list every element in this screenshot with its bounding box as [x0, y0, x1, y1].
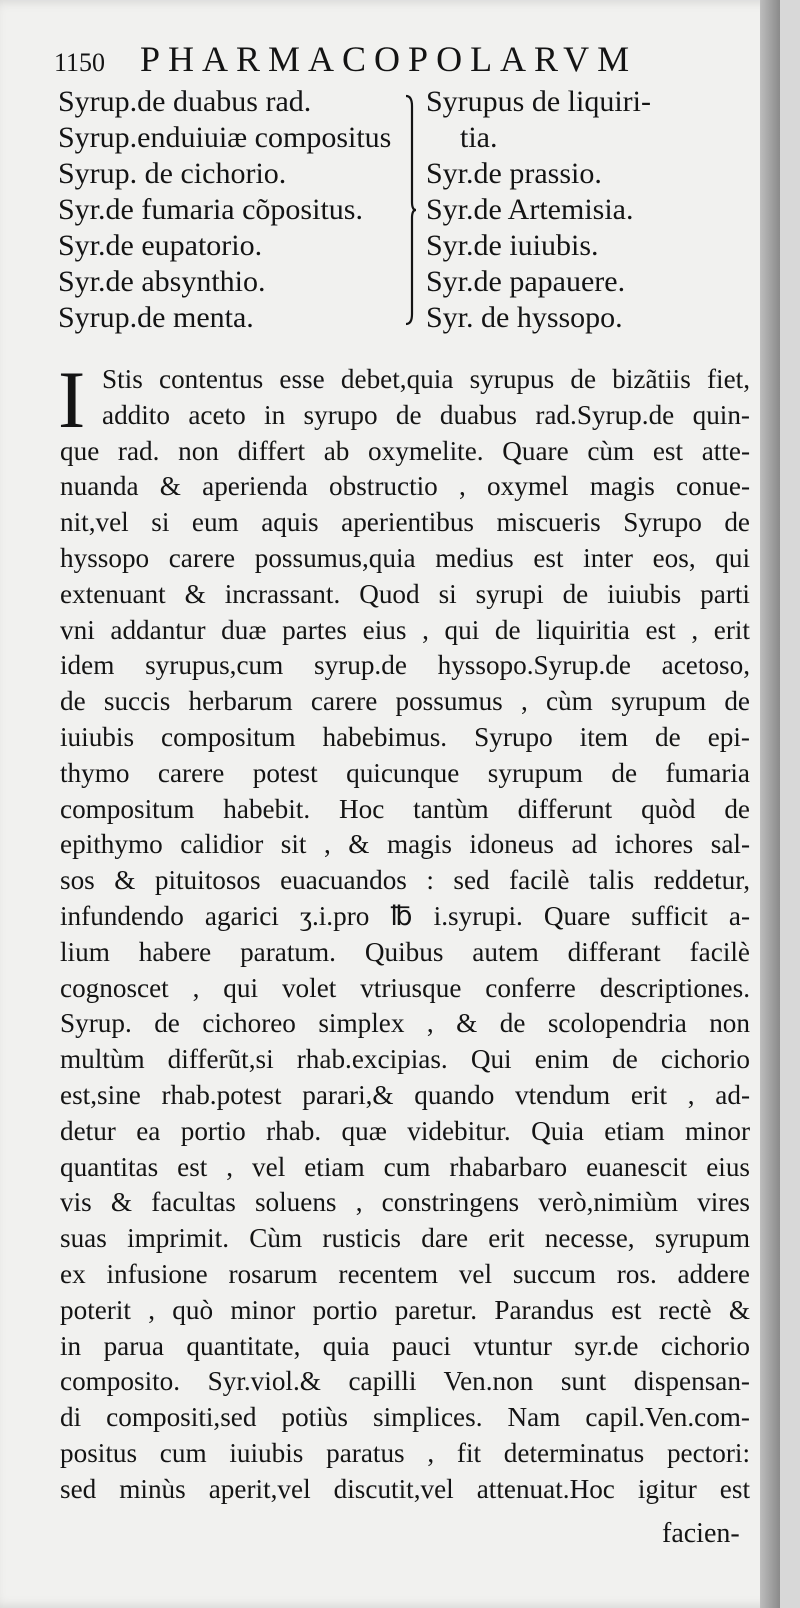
list-item: Syrup. de cichorio. [58, 157, 287, 190]
brace-divider [404, 92, 418, 328]
text-line: ex infusione rosarum recentem vel succum ros. addere [60, 1258, 750, 1289]
list-item: Syr.de papauere. [426, 265, 626, 298]
drop-initial: I [58, 354, 86, 445]
text-line: extenuant & incrassant. Quod si syrupi de iuiubis parti [60, 578, 750, 609]
syrup-list-left [58, 84, 391, 336]
page-header [54, 38, 754, 80]
text-line: composito. Syr.viol.& capilli Ven.non sunt dispensan- [60, 1366, 750, 1397]
text-line: multùm differũt,si rhab.excipias. Qui enim de cichorio [60, 1044, 750, 1075]
text-line: nit,vel si eum aquis aperientibus miscueris Syrupo de [60, 507, 750, 538]
page-number: 1150 [54, 48, 106, 77]
list-item: Syrupus de liquiri- [426, 85, 651, 118]
text-line: quantitas est , vel etiam cum rhabarbaro euanescit eius [60, 1151, 750, 1182]
text-line: cognoscet , qui volet vtriusque conferre descriptiones. [60, 972, 750, 1003]
text-line: in parua quantitate, quia pauci vtuntur syr.de cichorio [60, 1330, 750, 1361]
text-line: compositum habebit. Hoc tantùm differunt quòd de [60, 793, 750, 824]
list-item: Syr.de Artemisia. [426, 193, 634, 226]
text-line: vni addantur duæ partes eius , qui de liquiritia est , erit [60, 614, 750, 645]
text-line: suas imprimit. Cùm rusticis dare erit necesse, syrupum [60, 1223, 750, 1254]
text-line: positus cum iuiubis paratus , fit determinatus pectori: [60, 1437, 750, 1468]
list-item: Syrup.de menta. [58, 301, 254, 334]
text-line: Stis contentus esse debet,quia syrupus de bizãtiis fiet, [102, 364, 750, 394]
text-line: Syrup. de cichoreo simplex , & de scolopendria non [60, 1008, 750, 1039]
list-item: Syrup.enduiuiæ compositus [58, 121, 392, 154]
text-line: lium habere paratum. Quibus autem differant facilè [60, 936, 750, 967]
list-item: Syr.de iuiubis. [426, 229, 599, 262]
list-item: Syrup.de duabus rad. [58, 85, 312, 118]
text-line: sed minùs aperit,vel discutit,vel attenuat.Hoc igitur est [60, 1473, 750, 1504]
list-item: Syr.de prassio. [426, 157, 602, 190]
text-line: vis & facultas soluens , constringens verò,nimiùm vires [60, 1187, 750, 1218]
text-line: detur ea portio rhab. quæ videbitur. Quia etiam minor [60, 1115, 750, 1146]
text-line: epithymo calidior sit , & magis idoneus ad ichores sal- [60, 829, 750, 860]
text-line: est,sine rhab.potest parari,& quando vtendum erit , ad- [60, 1079, 750, 1110]
text-line: que rad. non differt ab oxymelite. Quare cùm est atte- [60, 435, 750, 466]
text-line: nuanda & aperienda obstructio , oxymel magis conue- [60, 471, 750, 502]
syrup-list-right [426, 84, 651, 336]
text-line: sos & pituitosos euacuandos : sed facilè talis reddetur, [60, 865, 750, 896]
text-line: thymo carere potest quicunque syrupum de fumaria [60, 757, 750, 788]
text-line: hyssopo carere possumus,quia medius est inter eos, qui [60, 542, 750, 573]
running-title: PHARMACOPOLARVM [140, 39, 638, 79]
text-line: idem syrupus,cum syrup.de hyssopo.Syrup.de acetoso, [60, 650, 750, 681]
text-line: infundendo agarici ʒ.i.pro ℔ i.syrupi. Quare sufficit a- [60, 900, 750, 931]
list-item: Syr.de eupatorio. [58, 229, 263, 262]
body-paragraph [58, 354, 750, 1508]
catchword: facien- [662, 1518, 740, 1549]
text-line: de succis herbarum carere possumus , cùm syrupum de [60, 686, 750, 717]
text-line: di compositi,sed potiùs simplices. Nam capil.Ven.com- [60, 1402, 750, 1433]
list-item: Syr. de hyssopo. [426, 301, 623, 334]
page-edge [760, 0, 780, 1608]
text-line: addito aceto in syrupo de duabus rad.Syrup.de quin- [102, 399, 750, 430]
list-item: Syr.de absynthio. [58, 265, 266, 298]
text-line: iuiubis compositum habebimus. Syrupo item de epi- [60, 721, 750, 752]
list-item: Syr.de fumaria cõpositus. [58, 193, 363, 226]
list-item: tia. [460, 121, 498, 154]
text-line: poterit , quò minor portio paretur. Parandus est rectè & [60, 1294, 750, 1325]
